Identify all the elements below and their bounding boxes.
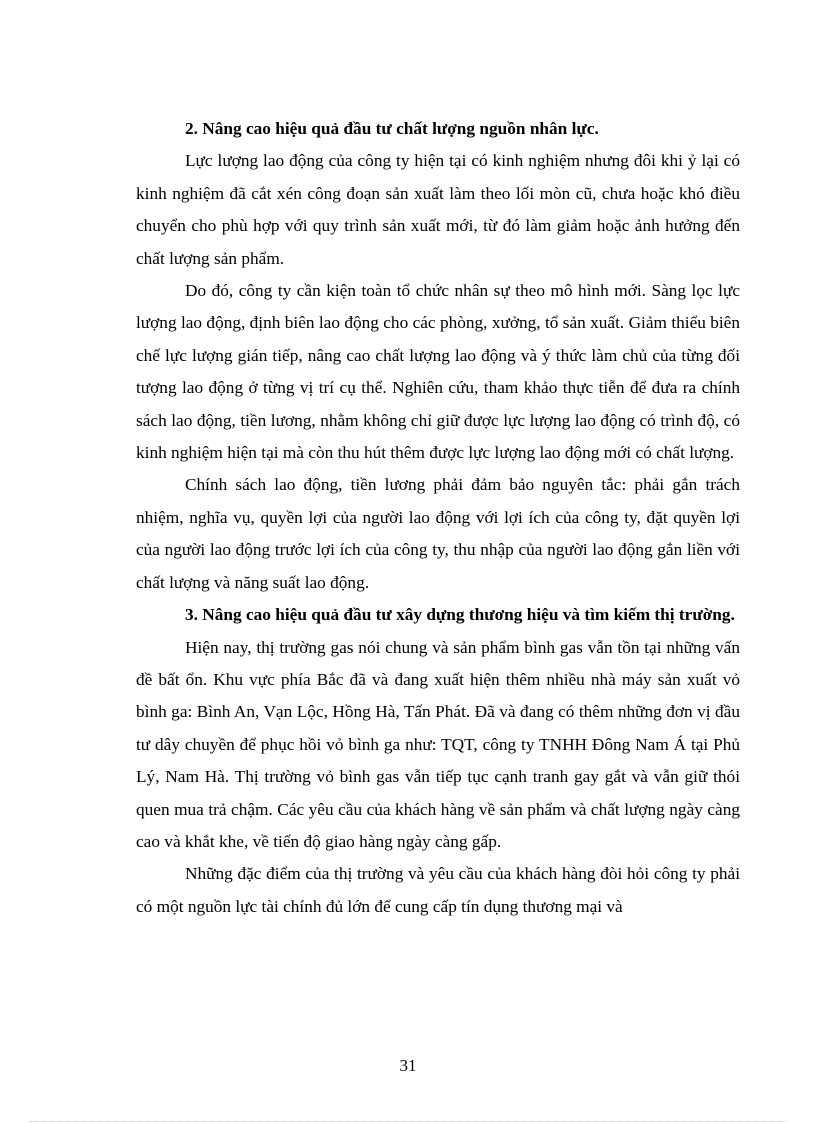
section-heading-3: 3. Nâng cao hiệu quả đầu tư xây dựng thương hiệu và tìm kiếm thị trường. — [185, 605, 735, 625]
paragraph: Những đặc điểm của thị trường và yêu cầu của khách hàng đòi hỏi công ty phải có một nguồn lực tài chính đủ lớn để cung cấp tín dụng thương mại và — [136, 864, 740, 916]
paragraph: Do đó, công ty cần kiện toàn tổ chức nhân sự theo mô hình mới. Sàng lọc lực lượng lao động, định biên lao động cho các phòng, xưởng, tổ sản xuất. Giảm thiểu biên chế lực lượng gián tiếp, nâng cao chất lượng lao động và ý thức làm chủ của từng đối tượng lao động ở từng vị trí cụ thể. Nghiên cứu, tham khảo thực tiễn để đưa ra chính sách lao động, tiền lương, nhằm không chỉ giữ được lực lượng lao động có trình độ, có kinh nghiệm hiện tại mà còn thu hút thêm được lực lượng lao động mới có chất lượng. — [136, 281, 740, 463]
page-number: 31 — [399, 1056, 417, 1075]
section-heading-2: 2. Nâng cao hiệu quả đầu tư chất lượng nguồn nhân lực. — [185, 119, 599, 138]
paragraph: Hiện nay, thị trường gas nói chung và sản phẩm bình gas vẫn tồn tại những vấn đề bất ổn. Khu vực phía Bắc đã và đang xuất hiện thêm nhiều nhà máy sản xuất vỏ bình ga: Bình An, Vạn Lộc, Hồng Hà, Tấn Phát. Đã và đang có thêm những đơn vị đầu tư dây chuyền để phục hồi vỏ bình ga như: TQT, công ty TNHH Đông Nam Á tại Phủ Lý, Nam Hà. Thị trường vỏ bình gas vẫn tiếp tục cạnh tranh gay gắt và vẫn giữ thói quen mua trả chậm. Các yêu cầu của khách hàng về sản phẩm và chất lượng ngày càng cao và khắt khe, về tiến độ giao hàng ngày càng gấp. — [136, 637, 740, 851]
page-bottom-divider — [30, 1121, 786, 1122]
paragraph: Lực lượng lao động của công ty hiện tại có kinh nghiệm nhưng đôi khi ỷ lại có kinh nghiệm đã cắt xén công đoạn sản xuất làm theo lối mòn cũ, chưa hoặc khó điều chuyển cho phù hợp với quy trình sản xuất mới, từ đó làm giảm hoặc ảnh hưởng đến chất lượng sản phẩm. — [136, 151, 740, 268]
paragraph: Chính sách lao động, tiền lương phải đảm bảo nguyên tắc: phải gắn trách nhiệm, nghĩa vụ, quyền lợi của người lao động với lợi ích của công ty, đặt quyền lợi của người lao động trước lợi ích của công ty, thu nhập của người lao động gắn liền với chất lượng và năng suất lao động. — [136, 475, 740, 592]
page-body — [136, 113, 740, 923]
